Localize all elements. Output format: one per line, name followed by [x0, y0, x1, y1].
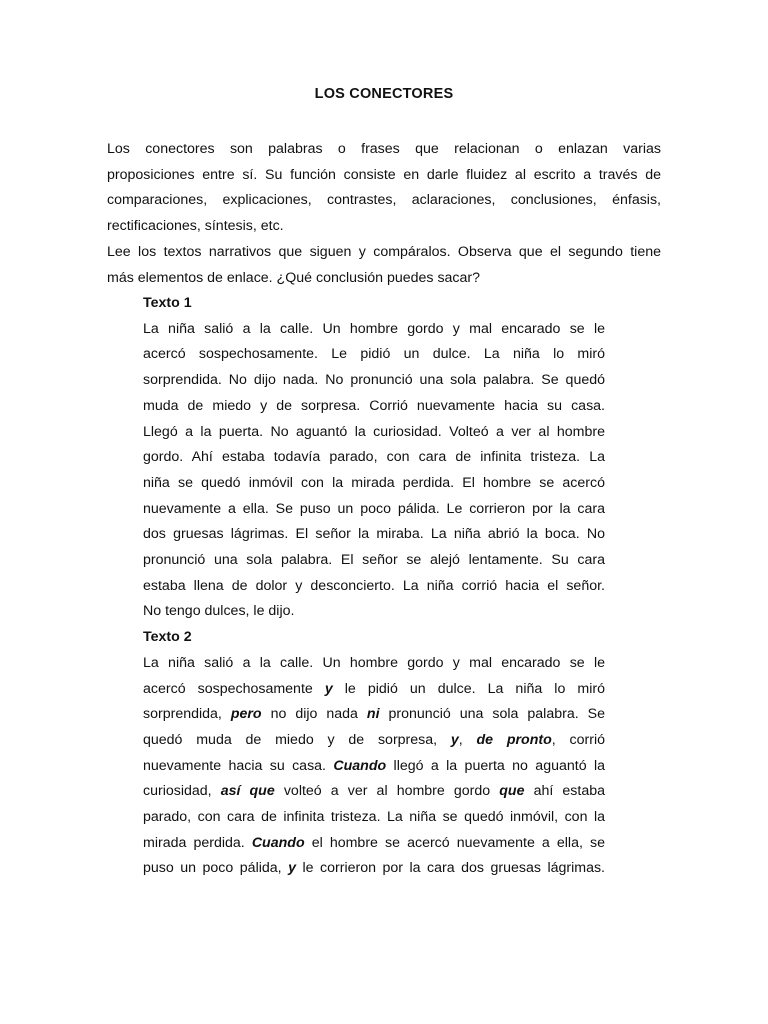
- page-title: LOS CONECTORES: [314, 86, 454, 102]
- texto1-line: dos gruesas lágrimas. El señor la miraba. La niña abrió la boca. No: [143, 526, 605, 543]
- intro-line: rectificaciones, síntesis, etc.: [107, 218, 284, 235]
- texto2-line: [143, 677, 605, 703]
- texto1-line: muda de miedo y de sorpresa. Corrió nuevamente hacia su casa.: [143, 397, 605, 414]
- texto2-heading: Texto 2: [143, 629, 192, 646]
- intro-line: Los conectores son palabras o frases que relacionan o enlazan varias: [107, 141, 661, 157]
- texto1-line: pronunció una sola palabra. El señor se alejó lentamente. Su cara: [143, 552, 605, 569]
- texto2-line: [143, 831, 605, 857]
- intro-paragraph: [107, 137, 661, 291]
- texto2-line: [143, 728, 605, 754]
- connector-word: que: [499, 783, 525, 800]
- text-fragment: le pidió un dulce. La niña lo miró: [332, 680, 605, 697]
- intro-line: proposiciones entre sí. Su función consiste en darle fluidez al escrito a través de: [107, 166, 661, 183]
- texto2-line: [143, 702, 605, 728]
- connector-word: ni: [366, 706, 380, 723]
- texto1-line: sorprendida. No dijo nada. No pronunció una sola palabra. Se quedó: [143, 372, 605, 389]
- texto2-line: [143, 856, 605, 882]
- text-fragment: le corrieron por la cara dos gruesas lágrimas.: [295, 860, 605, 877]
- texto1-line: estaba llena de dolor y desconcierto. La niña corrió hacia el señor.: [143, 577, 605, 594]
- texto1-line: niña se quedó inmóvil con la mirada perdida. El hombre se acercó: [143, 474, 605, 491]
- text-fragment: nuevamente hacia su casa.: [143, 757, 334, 774]
- texto1-line: nuevamente a ella. Se puso un poco pálida. Le corrieron por la cara: [143, 500, 605, 517]
- texto1-line: La niña salió a la calle. Un hombre gordo y mal encarado se le: [143, 320, 605, 337]
- text-fragment: quedó muda de miedo y de sorpresa,: [143, 731, 451, 748]
- text-fragment: puso un poco pálida,: [143, 860, 289, 877]
- texto2-line: [143, 754, 605, 780]
- connector-word: de pronto: [476, 731, 552, 748]
- text-fragment: curiosidad,: [143, 783, 221, 800]
- connector-word: Cuando: [333, 757, 387, 774]
- texto1-section: [143, 291, 605, 882]
- texto2-line: La niña salió a la calle. Un hombre gordo y mal encarado se le: [143, 654, 605, 671]
- connector-word: así que: [220, 783, 275, 800]
- text-fragment: , corrió: [551, 731, 605, 748]
- connector-word: y: [288, 860, 296, 877]
- connector-word: pero: [230, 706, 262, 723]
- connector-word: y: [324, 680, 333, 697]
- text-fragment: mirada perdida.: [143, 834, 252, 851]
- text-fragment: pronunció una sola palabra. Se: [379, 706, 605, 723]
- text-fragment: ahí estaba: [524, 783, 605, 800]
- intro-line: Lee los textos narrativos que siguen y compáralos. Observa que el segundo tiene: [107, 243, 661, 260]
- intro-line: comparaciones, explicaciones, contrastes, aclaraciones, conclusiones, énfasis,: [107, 192, 661, 209]
- intro-line: más elementos de enlace. ¿Qué conclusión puedes sacar?: [107, 269, 481, 286]
- text-fragment: volteó a ver al hombre gordo: [274, 783, 500, 800]
- text-fragment: el hombre se acercó nuevamente a ella, se: [304, 834, 605, 851]
- texto2-line: parado, con cara de infinita tristeza. La niña se quedó inmóvil, con la: [143, 809, 605, 826]
- texto1-heading: Texto 1: [143, 295, 192, 311]
- texto1-line: No tengo dulces, le dijo.: [143, 603, 295, 620]
- text-fragment: no dijo nada: [261, 706, 367, 723]
- texto1-line: acercó sospechosamente. Le pidió un dulce. La niña lo miró: [143, 346, 605, 363]
- text-fragment: sorprendida,: [143, 706, 231, 723]
- connector-word: Cuando: [251, 834, 305, 851]
- connector-word: y: [450, 731, 459, 748]
- text-fragment: acercó sospechosamente: [143, 680, 325, 697]
- texto1-line: gordo. Ahí estaba todavía parado, con cara de infinita tristeza. La: [143, 449, 605, 466]
- texto1-line: Llegó a la puerta. No aguantó la curiosidad. Volteó a ver al hombre: [143, 423, 605, 440]
- text-fragment: llegó a la puerta no aguantó la: [386, 757, 605, 774]
- texto2-line: [143, 779, 605, 805]
- text-fragment: ,: [458, 731, 477, 748]
